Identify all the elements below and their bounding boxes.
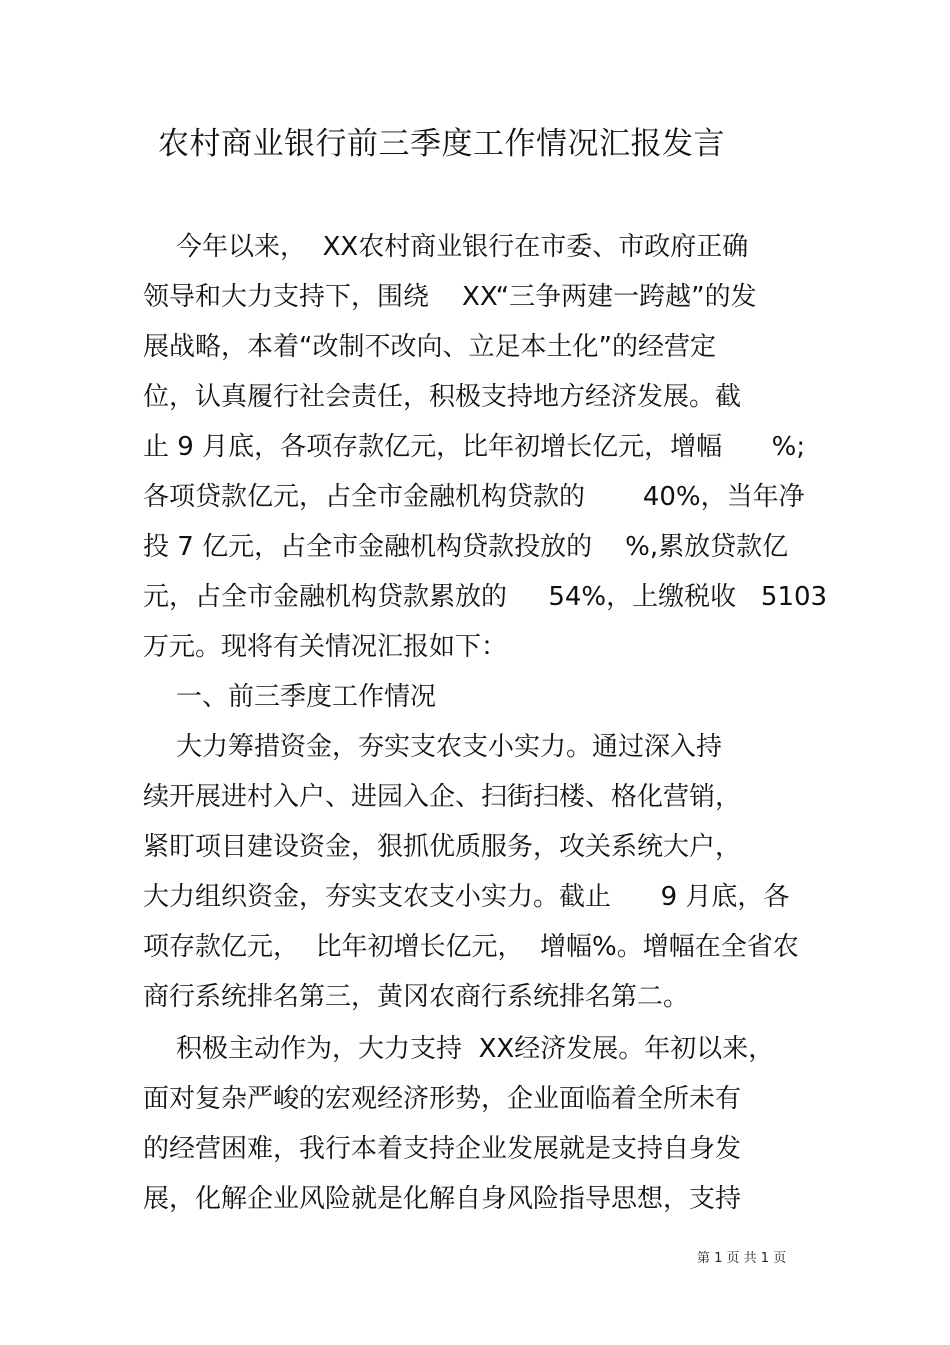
- page-number-footer: 第 1 页 共 1 页: [697, 1251, 787, 1266]
- body-line: 续开展进村入户、进园入企、扫街扫楼、格化营销，: [143, 782, 742, 812]
- body-line: 的经营困难，我行本着支持企业发展就是支持自身发: [143, 1134, 742, 1164]
- body-line: 展战略，本着“改制不改向、立足本土化”的经营定: [143, 332, 716, 362]
- body-line: 紧盯项目建设资金，狠抓优质服务，攻关系统大户，: [143, 832, 742, 862]
- body-line: 各项贷款亿元，占全市金融机构贷款的 40%，当年净: [143, 482, 805, 512]
- body-line: 大力筹措资金，夯实支农支小实力。通过深入持: [143, 732, 723, 762]
- body-line: 今年以来， XX农村商业银行在市委、市政府正确: [143, 232, 749, 262]
- body-line: 领导和大力支持下，围绕 XX“三争两建一跨越”的发: [143, 282, 757, 312]
- section-heading: 一、前三季度工作情况: [143, 682, 437, 712]
- document-title: 农村商业银行前三季度工作情况汇报发言: [158, 126, 725, 162]
- document-body: [143, 222, 828, 1224]
- body-line: 面对复杂严峻的宏观经济形势，企业面临着全所未有: [143, 1084, 742, 1114]
- body-line: 万元。现将有关情况汇报如下：: [143, 632, 508, 662]
- body-line: 展，化解企业风险就是化解自身风险指导思想，支持: [143, 1184, 742, 1214]
- body-line: 元，占全市金融机构贷款累放的 54%，上缴税收 5103: [143, 582, 828, 612]
- body-line: 积极主动作为，大力支持 XX经济发展。年初以来，: [143, 1034, 775, 1064]
- body-line: 大力组织资金，夯实支农支小实力。截止 9 月底，各: [143, 882, 790, 912]
- body-line: 位，认真履行社会责任，积极支持地方经济发展。截: [143, 382, 742, 412]
- body-line: 商行系统排名第三，黄冈农商行系统排名第二。: [143, 982, 690, 1012]
- body-line: 投 7 亿元，占全市金融机构贷款投放的 %,累放贷款亿: [143, 532, 789, 562]
- body-line: 项存款亿元， 比年初增长亿元， 增幅%。增幅在全省农: [143, 932, 799, 962]
- body-line: 止 9 月底，各项存款亿元，比年初增长亿元，增幅 %;: [143, 432, 806, 462]
